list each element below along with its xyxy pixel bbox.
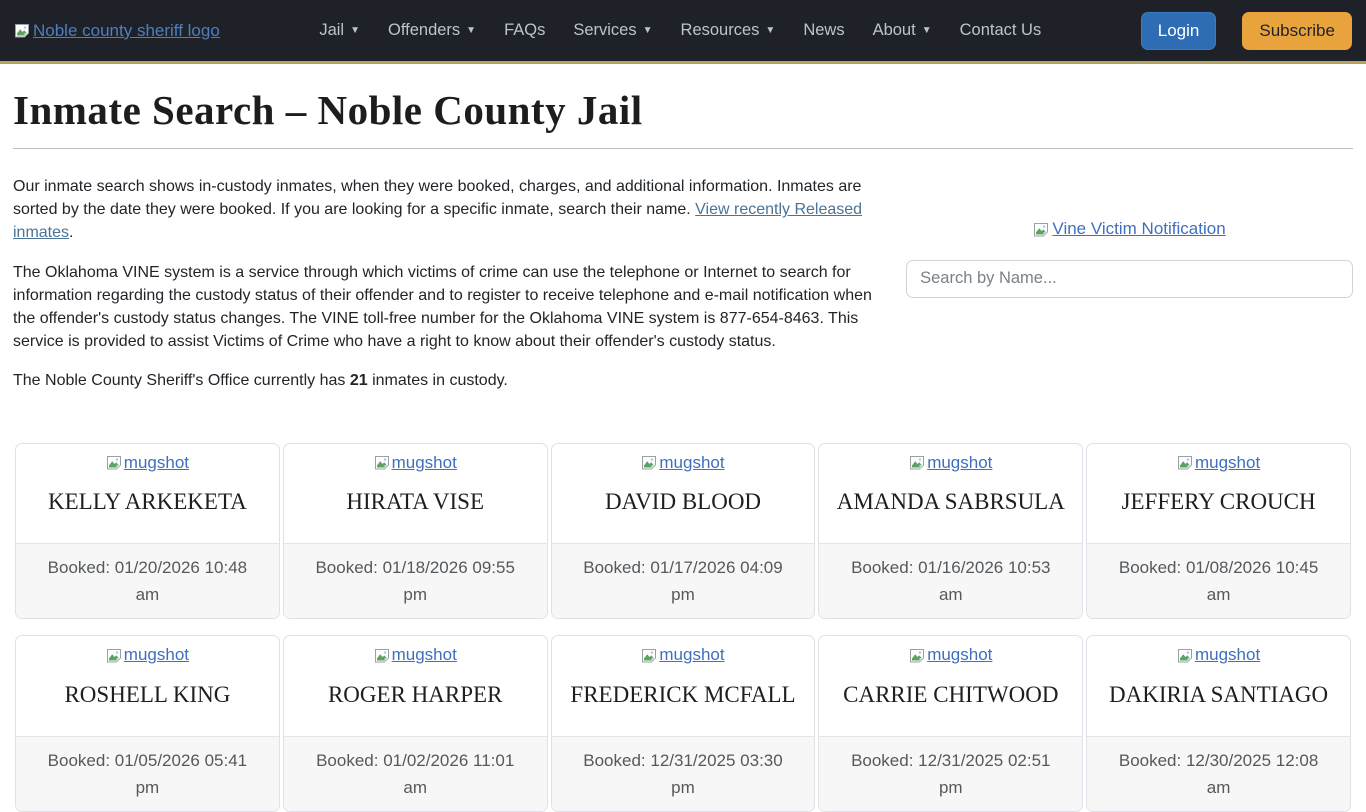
inmate-name: FREDERICK MCFALL [560,682,807,708]
inmate-name: AMANDA SABRSULA [827,489,1074,515]
inmate-card-body [1087,444,1350,544]
inmate-card-body [552,444,815,544]
vine-paragraph: The Oklahoma VINE system is a service through which victims of crime can use the telephone or Internet to search for information regarding the custody status of their offender and to register to receive telephone and e-mail notification when the offender's custody status changes. The VINE toll-free number for the Oklahoma VINE system is 877-654-8463. This service is provided to assist Victims of Crime who have a right to know about their offender's custody status. [13,261,890,354]
inmate-card-body [1087,636,1350,736]
intro-paragraph: Our inmate search shows in-custody inmates, when they were booked, charges, and additional information. Inmates are sorted by the date they were booked. If you are looking for a specific inmate, search their name. View recently Released inmates. [13,175,890,245]
booked-date: Booked: 12/31/2025 02:51 pm [819,736,1082,811]
broken-image-icon [1177,455,1194,470]
inmate-card [1086,635,1351,812]
mugshot-link[interactable] [909,645,992,665]
booked-date: Booked: 01/18/2026 09:55 pm [284,543,547,618]
custody-count-line: The Noble County Sheriff's Office currently has 21 inmates in custody. [13,369,890,392]
mugshot-link-label: mugshot [124,453,189,473]
inmate-name: KELLY ARKEKETA [24,489,271,515]
inmate-card [283,635,548,812]
inmate-card-body [16,636,279,736]
mugshot-link[interactable] [641,453,724,473]
mugshot-link[interactable] [374,645,457,665]
released-inmates-link[interactable]: View recently Released inmates [13,201,862,241]
inmate-card [818,635,1083,812]
inmate-grid [13,443,1353,812]
broken-image-icon [106,455,123,470]
inmate-card-body [819,636,1082,736]
inmate-name: HIRATA VISE [292,489,539,515]
nav-item-jail[interactable]: Jail ▼ [307,13,372,48]
inmate-card [551,635,816,812]
intro-column [13,159,904,409]
mugshot-link[interactable] [1177,645,1260,665]
booked-date: Booked: 01/05/2026 05:41 pm [16,736,279,811]
inmate-name: DAVID BLOOD [560,489,807,515]
title-divider [13,148,1353,149]
broken-image-icon [1033,222,1050,237]
mugshot-link[interactable] [1177,453,1260,473]
booked-date: Booked: 01/17/2026 04:09 pm [552,543,815,618]
vine-banner [906,219,1353,242]
broken-image-icon [909,455,926,470]
vine-victim-notification-link[interactable] [1033,219,1225,239]
chevron-down-icon: ▼ [922,26,932,36]
broken-image-icon [1177,648,1194,663]
site-logo-alt-text: Noble county sheriff logo [33,21,220,41]
mugshot-link[interactable] [909,453,992,473]
inmate-name: ROGER HARPER [292,682,539,708]
mugshot-link-label: mugshot [659,645,724,665]
mugshot-link-label: mugshot [392,645,457,665]
broken-image-icon [106,648,123,663]
mugshot-link[interactable] [641,645,724,665]
navbar [0,0,1366,64]
broken-image-icon [374,455,391,470]
nav-item-about[interactable]: About ▼ [861,13,944,48]
vine-link-alt-text: Vine Victim Notification [1052,219,1225,239]
inmate-card-body [819,444,1082,544]
inmate-card-body [284,636,547,736]
inmate-card [818,443,1083,620]
booked-date: Booked: 01/08/2026 10:45 am [1087,543,1350,618]
navbar-actions [1141,12,1352,50]
mugshot-link-label: mugshot [392,453,457,473]
mugshot-link-label: mugshot [1195,453,1260,473]
mugshot-link-label: mugshot [927,645,992,665]
nav-item-offenders[interactable]: Offenders ▼ [376,13,488,48]
inmate-name: DAKIRIA SANTIAGO [1095,682,1342,708]
inmate-name: JEFFERY CROUCH [1095,489,1342,515]
inmate-name: ROSHELL KING [24,682,271,708]
inmate-card [15,443,280,620]
broken-image-icon [14,23,31,38]
search-column [904,159,1353,409]
login-button[interactable]: Login [1141,12,1217,50]
nav-item-services[interactable]: Services ▼ [561,13,664,48]
broken-image-icon [909,648,926,663]
inmate-card [1086,443,1351,620]
mugshot-link[interactable] [106,645,189,665]
nav-item-contact-us[interactable]: Contact Us [948,13,1054,48]
search-input[interactable] [906,260,1353,298]
main-content [0,86,1366,812]
mugshot-link[interactable] [106,453,189,473]
broken-image-icon [641,648,658,663]
content-row [13,159,1353,409]
chevron-down-icon: ▼ [765,26,775,36]
inmate-card-body [284,444,547,544]
mugshot-link-label: mugshot [659,453,724,473]
custody-count: 21 [350,372,368,389]
nav-item-faqs[interactable]: FAQs [492,13,557,48]
subscribe-button[interactable]: Subscribe [1242,12,1352,50]
broken-image-icon [641,455,658,470]
booked-date: Booked: 12/31/2025 03:30 pm [552,736,815,811]
chevron-down-icon: ▼ [350,26,360,36]
booked-date: Booked: 01/02/2026 11:01 am [284,736,547,811]
booked-date: Booked: 12/30/2025 12:08 am [1087,736,1350,811]
mugshot-link-label: mugshot [927,453,992,473]
chevron-down-icon: ▼ [643,26,653,36]
inmate-card [15,635,280,812]
inmate-card [551,443,816,620]
nav-item-resources[interactable]: Resources ▼ [669,13,788,48]
mugshot-link-label: mugshot [1195,645,1260,665]
chevron-down-icon: ▼ [466,26,476,36]
booked-date: Booked: 01/16/2026 10:53 am [819,543,1082,618]
inmate-card-body [16,444,279,544]
site-logo-link[interactable] [14,21,220,41]
inmate-card [283,443,548,620]
inmate-card-body [552,636,815,736]
mugshot-link-label: mugshot [124,645,189,665]
inmate-name: CARRIE CHITWOOD [827,682,1074,708]
mugshot-link[interactable] [374,453,457,473]
nav-item-news[interactable]: News [791,13,856,48]
main-nav [307,13,1053,48]
page-title: Inmate Search – Noble County Jail [13,86,1353,134]
broken-image-icon [374,648,391,663]
booked-date: Booked: 01/20/2026 10:48 am [16,543,279,618]
